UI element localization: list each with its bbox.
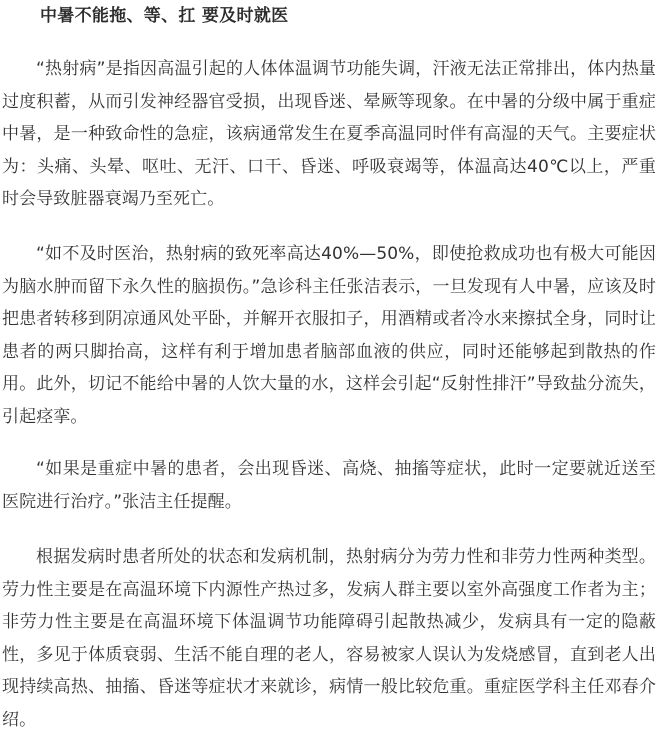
article-headline: 中暑不能拖、等、扛 要及时就医 bbox=[40, 6, 289, 26]
article-paragraph: “如不及时医治，热射病的致死率高达40%—50%，即使抢救成功也有极大可能因为脑水肿而留下永久性的脑损伤。”急诊科主任张洁表示，一旦发现有人中暑，应该及时把患者转移到阴凉通风处平卧，并解开衣服扣子，用酒精或者冷水来擦拭全身，同时让患者的两只脚抬高，这样有利于增加患者脑部血液的供应，同时还能够起到散热的作用。此外，切记不能给中暑的人饮大量的水，这样会引起“反射性排汗”导致盐分流失，引起痉挛。 bbox=[2, 244, 656, 427]
article-paragraph: 根据发病时患者所处的状态和发病机制，热射病分为劳力性和非劳力性两种类型。劳力性主要是在高温环境下内源性产热过多，发病人群主要以室外高强度工作者为主；非劳力性主要是在高温环境下体温调节功能障碍引起散热减少，发病具有一定的隐蔽性，多见于体质衰弱、生活不能自理的老人，容易被家人误认为发烧感冒，直到老人出现持续高热、抽搐、昏迷等症状才来就诊，病情一般比较危重。重症医学科主任邓春介绍。 bbox=[2, 547, 656, 730]
article-paragraph: “如果是重症中暑的患者，会出现昏迷、高烧、抽搐等症状，此时一定要就近送至医院进行治疗。”张洁主任提醒。 bbox=[2, 459, 656, 512]
article-paragraph: “热射病”是指因高温引起的人体体温调节功能失调，汗液无法正常排出，体内热量过度积蓄，从而引发神经器官受损，出现昏迷、晕厥等现象。在中暑的分级中属于重症中暑，是一种致命性的急症，该病通常发生在夏季高温同时伴有高湿的天气。主要症状为：头痛、头晕、呕吐、无汗、口干、昏迷、呼吸衰竭等，体温高达40℃以上，严重时会导致脏器衰竭乃至死亡。 bbox=[2, 59, 656, 209]
